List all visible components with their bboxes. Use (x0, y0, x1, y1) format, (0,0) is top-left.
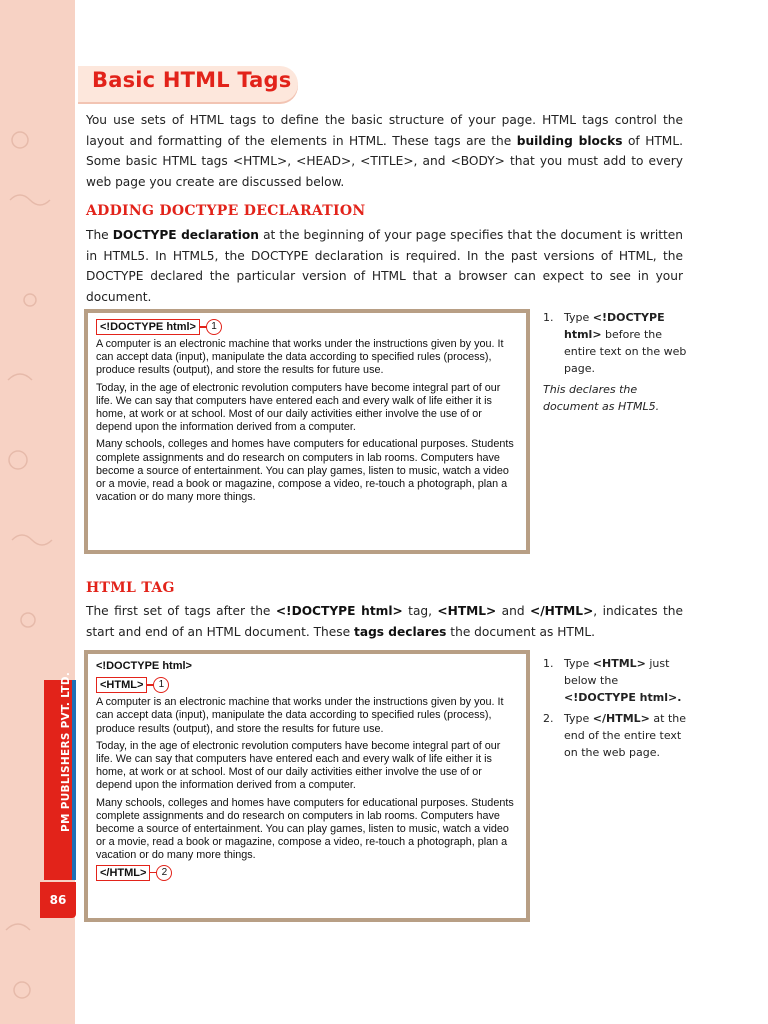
html-code-example (84, 650, 530, 922)
step-number: 2. (543, 712, 554, 725)
code-paragraph: Today, in the age of electronic revolution computers have become integral part of our life. We can say that computers have entered each and every walk of life either it is home, at work or at school. Most of our daily activities either involve the use of or depend upon the information derived from a computer. (96, 739, 501, 792)
step-text: Type <!DOCTYPE html> before the entire text on the web page. (564, 311, 687, 375)
doctype-text-1: The (86, 228, 113, 242)
doctype-tag-line (96, 319, 518, 335)
code-paragraph: Today, in the age of electronic revolution computers have become integral part of our life. We can say that computers have entered each and every walk of life either it is home, at work or at school. Most of our daily activities either involve the use of or depend upon the information derived from a computer. (96, 381, 501, 434)
code-paragraph: Many schools, colleges and homes have computers for educational purposes. Students complete assignments and do research on computers in lab rooms. Computers have become a source of entertainment. You can play games, listen to music, watch a video or a movie, read a book or magazine, compose a video, re-touch a photograph, plan a vacation or do many more things. (96, 796, 514, 862)
doctype-paragraph (86, 225, 683, 307)
html-tag-paragraph: The first set of tags after the <!DOCTYPE html> tag, <HTML> and </HTML>, indicates the start and end of an HTML document. These tags declares the document as HTML. (86, 604, 683, 639)
publisher-name: PM PUBLISHERS PVT. LTD. (60, 671, 72, 832)
code-paragraph: A computer is an electronic machine that works under the instructions given by you. It can accept data (input), manipulate the data according to specified rules (process), produce results (output), and store the results for future use. (96, 696, 504, 735)
section-heading-html: HTML TAG (86, 580, 175, 596)
html-steps (543, 655, 693, 765)
callout-number: 1 (206, 319, 222, 335)
intro-text-2: of HTML. Some basic HTML tags <HTML>, <HEAD>, <TITLE>, and <BODY> that you must add to every web page you create are discussed below. (86, 133, 683, 189)
callout-arrow-icon (150, 872, 157, 874)
doctype-tag: <!DOCTYPE html> (96, 660, 192, 672)
step-item (543, 655, 693, 706)
step-number: 1. (543, 311, 554, 324)
doctype-line (96, 660, 518, 673)
doctype-bold: DOCTYPE declaration (112, 228, 259, 242)
section-heading-doctype: ADDING DOCTYPE DECLARATION (86, 203, 366, 219)
doctype-text-2: at the beginning of your page specifies that the document is written in HTML5. In HTML5, the DOCTYPE declaration is required. In the past versions of HTML, the DOCTYPE declared the particular version of HTML that a browser can expect to see in your document. (86, 228, 684, 304)
callout-number: 1 (153, 677, 169, 693)
code-paragraph: Many schools, colleges and homes have computers for educational purposes. Students complete assignments and do research on computers in lab rooms. Computers have become a source of entertainment. You can play games, listen to music, watch a video or a movie, read a book or magazine, compose a video, re-touch a photograph, plan a vacation or do many more things. (96, 438, 514, 504)
intro-bold: building blocks (516, 133, 623, 148)
step-text: Type <HTML> just below the <!DOCTYPE html>. (564, 657, 682, 704)
callout-number: 2 (156, 865, 172, 881)
doctype-steps (543, 309, 693, 415)
doctype-code-example (84, 309, 530, 554)
step-number: 1. (543, 657, 554, 670)
step-item (543, 309, 693, 377)
page-number: 86 (49, 893, 67, 907)
step-item (543, 710, 693, 761)
doctype-tag: <!DOCTYPE html> (96, 319, 200, 335)
html-close-line (96, 865, 518, 881)
step-text: Type </HTML> at the end of the entire text on the web page. (564, 712, 686, 759)
intro-text-1: You use sets of HTML tags to define the basic structure of your page. HTML tags control the layout and formatting of the elements in HTML. These tags are the (86, 113, 683, 148)
page-title: Basic HTML Tags (92, 68, 292, 92)
callout-arrow-icon (200, 326, 207, 328)
step-note: This declares the document as HTML5. (543, 383, 660, 413)
intro-paragraph (86, 110, 683, 192)
html-open-tag: <HTML> (96, 677, 147, 693)
callout-arrow-icon (147, 684, 154, 686)
html-open-line (96, 677, 518, 693)
html-close-tag: </HTML> (96, 865, 150, 881)
code-paragraph: A computer is an electronic machine that works under the instructions given by you. It can accept data (input), manipulate the data according to specified rules (process), produce results (output), and store the results for future use. (96, 338, 504, 377)
